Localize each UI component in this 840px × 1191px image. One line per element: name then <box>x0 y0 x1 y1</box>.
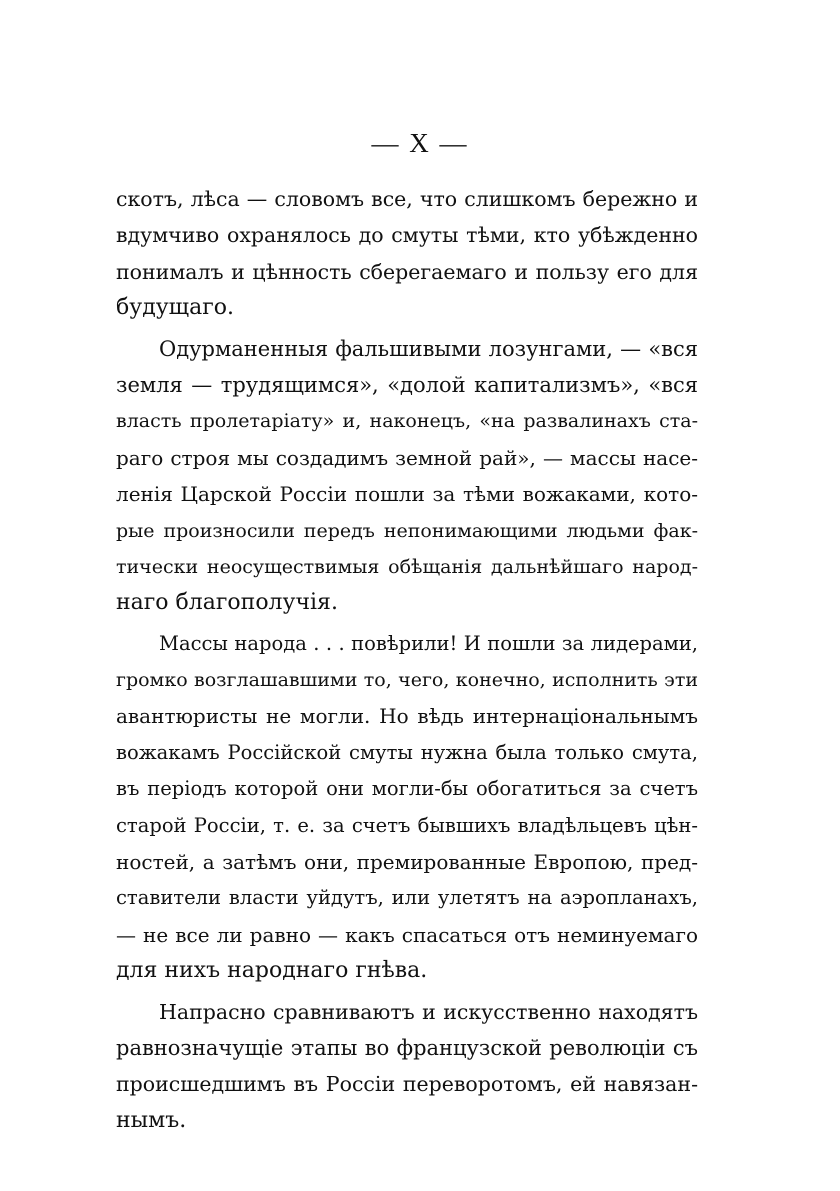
paragraph-3 <box>116 626 698 990</box>
text-line: вожакамъ Россійской смуты нужна была только смута, <box>116 740 698 764</box>
text-line: власть пролетаріату» и, наконецъ, «на развалинахъ ста- <box>116 410 698 433</box>
body-text <box>116 181 698 1139</box>
paragraph-4 <box>116 994 698 1140</box>
text-line: вдумчиво охранялось до смуты тѣми, кто убѣжденно <box>116 223 698 248</box>
text-line: ленія Царской Россіи пошли за тѣми вожаками, кото- <box>116 482 698 507</box>
page-number: — X — <box>371 128 469 158</box>
text-line: тически неосуществимыя обѣщанія дальнѣйшаго народ- <box>116 555 698 578</box>
text-line: — не все ли равно — какъ спасаться отъ неминуемаго <box>116 922 698 947</box>
text-line: будущаго. <box>116 295 235 321</box>
text-line: Напрасно сравниваютъ и искусственно находятъ <box>159 999 698 1024</box>
text-line: авантюристы не могли. Но вѣдь интернаціональнымъ <box>116 704 698 729</box>
text-line: ностей, а затѣмъ они, премированные Европою, пред- <box>116 850 698 875</box>
text-line: раго строя мы создадимъ земной рай», — массы насе- <box>116 445 698 470</box>
text-line: происшедшимъ въ Россіи переворотомъ, ей навязан- <box>116 1072 698 1097</box>
text-line: громко возглашавшими то, чего, конечно, исполнить эти <box>116 669 698 692</box>
paragraph-2 <box>116 331 698 622</box>
text-line: понималъ и цѣнность сберегаемаго и пользу его для <box>116 259 698 284</box>
text-line: равнозначущіе этапы во французской революціи съ <box>116 1035 698 1060</box>
text-line: въ періодъ которой они могли-бы обогатиться за счетъ <box>116 777 698 801</box>
text-line: скотъ, лѣса — словомъ все, что слишкомъ бережно и <box>116 187 698 211</box>
text-line: рые произносили передъ непонимающими людьми фак- <box>116 519 698 542</box>
text-line: для нихъ народнаго гнѣва. <box>116 958 428 984</box>
text-line: ставители власти уйдутъ, или улетятъ на аэропланахъ, <box>116 886 698 910</box>
text-line: старой Россіи, т. е. за счетъ бывшихъ владѣльцевъ цѣн- <box>116 813 698 837</box>
text-line: наго благополучія. <box>116 590 338 616</box>
text-line: Массы народа . . . повѣрили! И пошли за лидерами, <box>159 631 698 655</box>
text-line: нымъ. <box>116 1107 187 1133</box>
text-line: Одурманенныя фальшивыми лозунгами, — «вся <box>159 336 698 361</box>
paragraph-1 <box>116 181 698 327</box>
text-line: земля — трудящимся», «долой капитализмъ», «вся <box>116 372 698 397</box>
